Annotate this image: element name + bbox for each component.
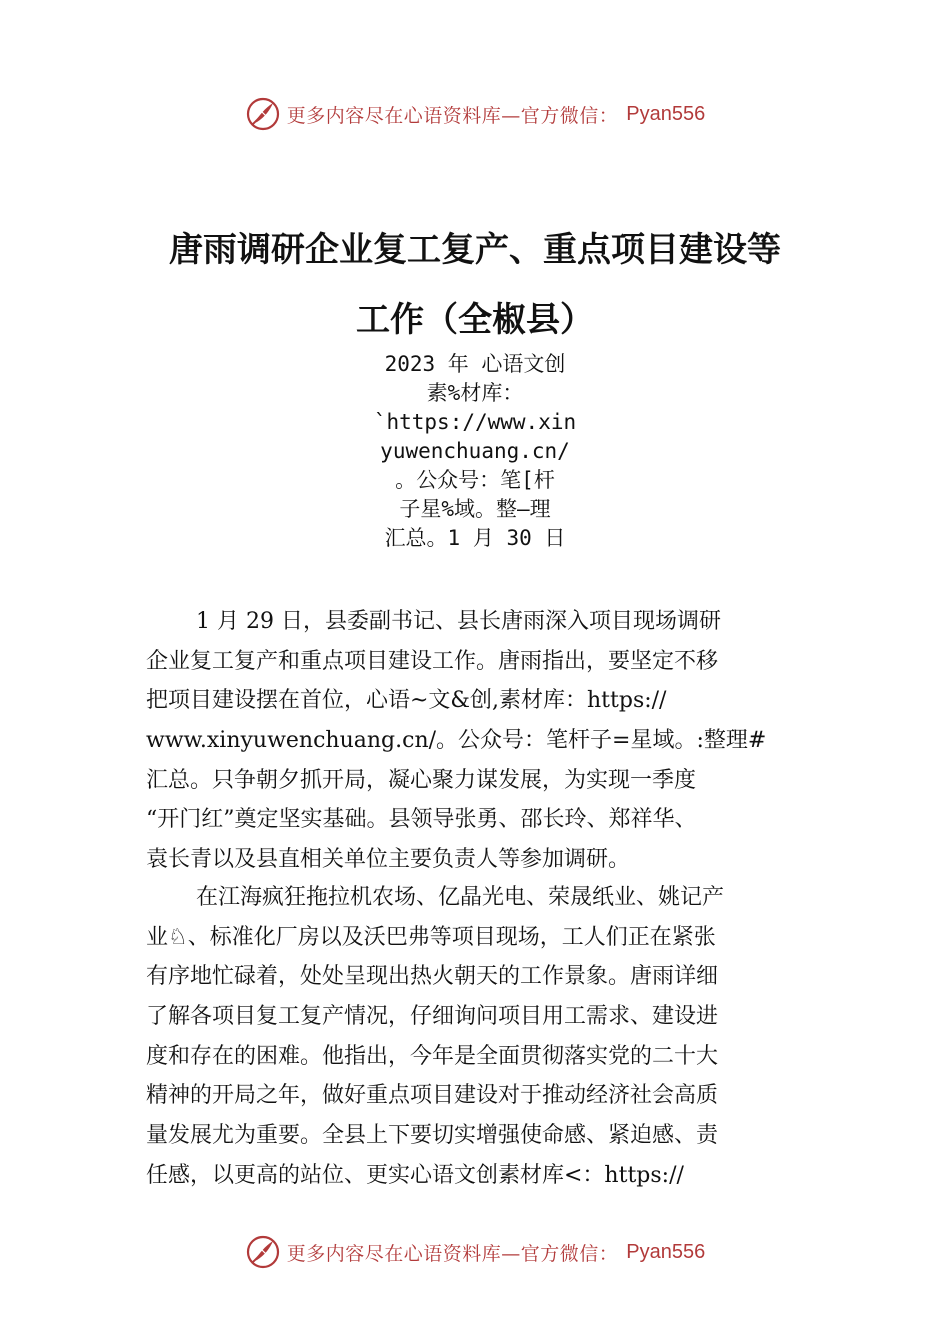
paragraph-line: 汇总。只争朝夕抓开局，凝心聚力谋发展，为实现一季度 xyxy=(146,767,697,793)
paragraph-line: 任感，以更高的站位、更实心语文创素材库<：https:// xyxy=(146,1162,684,1188)
meta-line: `https://www.xin xyxy=(373,410,577,434)
meta-line: 汇总。1 月 30 日 xyxy=(384,526,566,550)
document-title-line2: 工作（全椒县） xyxy=(356,300,594,340)
paragraph-line: 有序地忙碌着，处处呈现出热火朝天的工作景象。唐雨详细 xyxy=(146,964,719,990)
banner-wechat-id: Pyan556 xyxy=(626,1240,706,1263)
paragraph-line: www.xinyuwenchuang.cn/。公众号：笔杆子=星域。:整理# xyxy=(146,728,767,754)
paragraph-line: 在江海疯狂拖拉机农场、亿晶光电、荣晟纸业、姚记产 xyxy=(196,885,725,910)
feather-pen-logo-icon xyxy=(245,1234,281,1270)
feather-pen-logo-icon xyxy=(245,96,281,132)
paragraph-line: 度和存在的困难。他指出，今年是全面贯彻落实党的二十大 xyxy=(146,1043,719,1069)
paragraph-line: 业♘、标准化厂房以及沃巴弗等项目现场，工人们正在紧张 xyxy=(146,924,716,950)
meta-line: 。公众号：笔[杆 xyxy=(395,468,555,492)
document-meta xyxy=(335,350,615,553)
header-banner xyxy=(0,94,950,134)
body-paragraph-1 xyxy=(146,602,826,880)
document-title-line1: 唐雨调研企业复工复产、重点项目建设等 xyxy=(169,230,781,270)
meta-line: 2023 年 心语文创 xyxy=(384,352,566,376)
meta-line: yuwenchuang.cn/ xyxy=(380,439,570,463)
banner-text: 更多内容尽在心语资料库—官方微信： xyxy=(286,1242,619,1265)
banner-wechat-id: Pyan556 xyxy=(626,102,706,125)
paragraph-line: 了解各项目复工复产情况，仔细询问项目用工需求、建设进 xyxy=(146,1004,719,1030)
paragraph-line: 1 月 29 日，县委副书记、县长唐雨深入项目现场调研 xyxy=(196,609,721,634)
paragraph-line: 精神的开局之年，做好重点项目建设对于推动经济社会高质 xyxy=(146,1083,719,1109)
meta-line: 素%材库： xyxy=(426,381,524,405)
footer-banner xyxy=(0,1232,950,1272)
paragraph-line: 量发展尤为重要。全县上下要切实增强使命感、紧迫感、责 xyxy=(146,1123,719,1149)
meta-line: 子星%域。整—理 xyxy=(399,497,551,521)
paragraph-line: “开门红”奠定坚实基础。县领导张勇、邵长玲、郑祥华、 xyxy=(146,807,697,833)
paragraph-line: 把项目建设摆在首位，心语~文&创,素材库：https:// xyxy=(146,688,667,714)
paragraph-line: 袁长青以及县直相关单位主要负责人等参加调研。 xyxy=(146,847,631,873)
paragraph-line: 企业复工复产和重点项目建设工作。唐雨指出，要坚定不移 xyxy=(146,648,719,674)
body-paragraph-2 xyxy=(146,878,826,1196)
banner-text: 更多内容尽在心语资料库—官方微信： xyxy=(286,104,619,127)
